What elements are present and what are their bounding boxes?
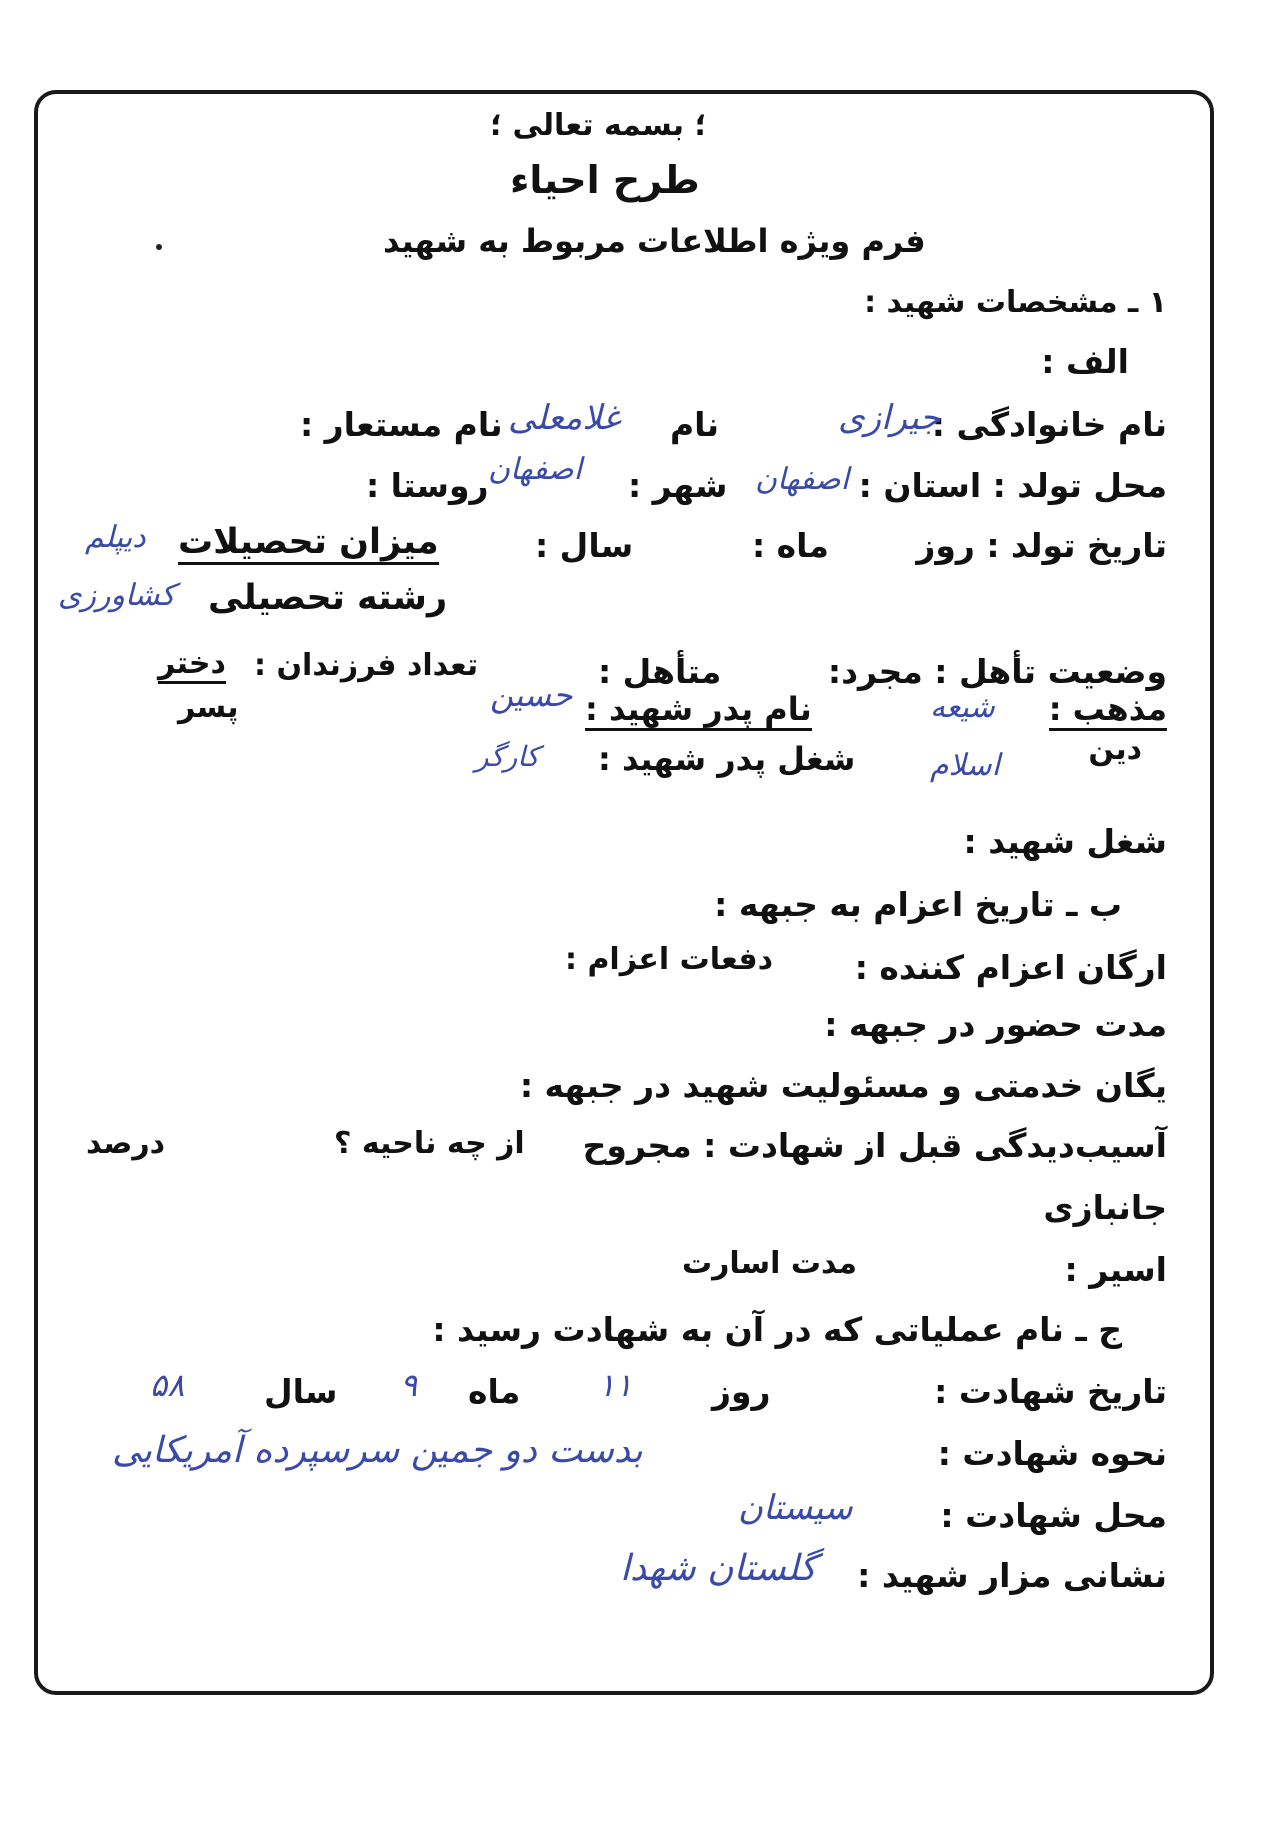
birth-month-label: ماه : xyxy=(752,526,829,565)
married-label: متأهل : xyxy=(598,652,722,691)
marital-status-label: وضعیت تأهل : مجرد: xyxy=(827,652,1167,691)
birth-year-label: سال : xyxy=(535,526,634,565)
village-label: روستا : xyxy=(366,466,489,505)
education-value: دیپلم xyxy=(85,520,146,555)
form-title: فرم ویژه اطلاعات مربوط به شهید xyxy=(383,222,926,260)
alias-label: نام مستعار : xyxy=(300,405,503,444)
sect-value: شیعه xyxy=(930,690,995,725)
son-label: پسر xyxy=(178,690,239,725)
first-name-label: نام xyxy=(670,405,719,444)
martyrdom-manner-label: نحوه شهادت : xyxy=(937,1434,1167,1473)
martyrdom-day-value: ۱۱ xyxy=(598,1366,633,1404)
sect-label: مذهب : xyxy=(1049,690,1167,731)
section-c-title: ج ـ نام عملیاتی که در آن به شهادت رسید : xyxy=(432,1310,1122,1349)
dispatch-org-label: ارگان اعزام کننده : xyxy=(854,948,1167,987)
injury-area-label: از چه ناحیه ؟ xyxy=(334,1126,525,1161)
daughter-label: دختر xyxy=(158,646,226,684)
grave-address-value: گلستان شهدا xyxy=(620,1548,817,1589)
religion-label: دین xyxy=(1088,732,1142,767)
section1-title: ۱ ـ مشخصات شهید : xyxy=(864,285,1167,320)
major-label: رشته تحصیلی xyxy=(208,578,448,618)
dispatch-count-label: دفعات اعزام : xyxy=(565,942,773,977)
captivity-duration-label: مدت اسارت xyxy=(682,1246,857,1281)
unit-label: یگان خدمتی و مسئولیت شهید در جبهه : xyxy=(519,1066,1167,1105)
city-label: شهر : xyxy=(628,466,728,505)
father-job-label: شغل پدر شهید : xyxy=(598,740,856,778)
project-title: طرح احیاء xyxy=(510,158,700,202)
bismillah: ؛ بسمه تعالی ؛ xyxy=(490,108,707,143)
section-b-title: ب ـ تاریخ اعزام به جبهه : xyxy=(714,885,1122,924)
province-value: اصفهان xyxy=(755,462,849,497)
martyrdom-year-label: سال xyxy=(264,1372,338,1411)
martyr-job-label: شغل شهید : xyxy=(963,822,1167,861)
education-label: میزان تحصیلات xyxy=(178,522,439,565)
part-a-label: الف : xyxy=(1041,342,1129,381)
religion-value: اسلام xyxy=(930,748,1000,783)
father-name-value: حسین xyxy=(490,676,573,714)
family-name-label: نام خانوادگی : xyxy=(931,405,1167,444)
birthplace-label: محل تولد : استان : xyxy=(858,466,1167,505)
martyrdom-place-value: سیستان xyxy=(738,1488,853,1528)
first-name-value: غلامعلی xyxy=(508,398,621,438)
captive-label: اسیر : xyxy=(1064,1250,1167,1289)
city-value: اصفهان xyxy=(488,452,582,487)
children-count-label: تعداد فرزندان : xyxy=(254,648,479,683)
father-name-label: نام پدر شهید : xyxy=(585,690,812,731)
martyrdom-place-label: محل شهادت : xyxy=(940,1496,1167,1535)
martyrdom-month-label: ماه xyxy=(468,1372,521,1411)
martyrdom-date-label: تاریخ شهادت : xyxy=(934,1372,1167,1411)
grave-address-label: نشانی مزار شهید : xyxy=(857,1556,1167,1595)
family-name-value: جیرازی xyxy=(838,398,941,438)
martyrdom-year-value: ۵۸ xyxy=(150,1366,185,1404)
birthdate-label: تاریخ تولد : روز xyxy=(916,526,1167,565)
stray-dot xyxy=(156,244,162,250)
martyrdom-month-value: ۹ xyxy=(400,1366,418,1404)
injury-label: آسیب‌دیدگی قبل از شهادت : مجروح xyxy=(582,1126,1167,1165)
major-value: کشاورزی xyxy=(58,578,176,613)
percent-label: درصد xyxy=(86,1126,165,1161)
father-job-value: کارگر xyxy=(475,740,540,773)
veteran-label: جانبازی xyxy=(1043,1188,1167,1227)
front-duration-label: مدت حضور در جبهه : xyxy=(824,1005,1167,1044)
martyrdom-day-label: روز xyxy=(712,1372,771,1411)
martyrdom-manner-value: بدست دو جمین سرسپرده آمریکایی xyxy=(112,1430,643,1471)
